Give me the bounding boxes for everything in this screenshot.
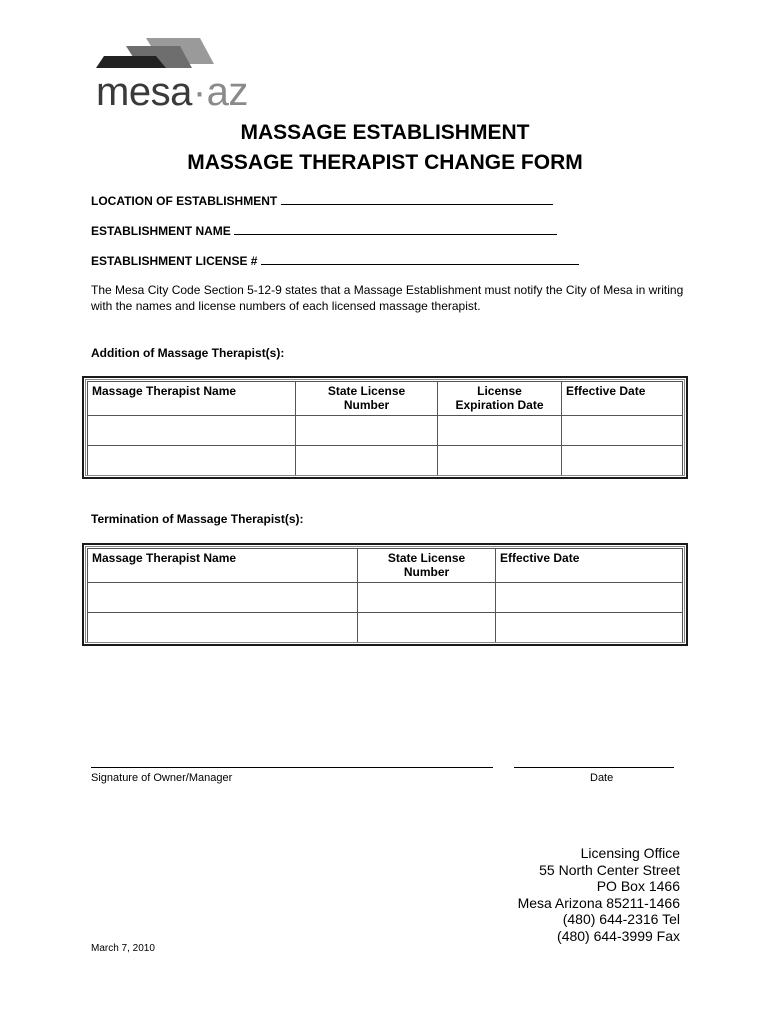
addition-table: [82, 376, 688, 479]
termination-header-row: [88, 549, 683, 583]
date-label: Date: [590, 772, 614, 784]
establishment-name-field: [91, 223, 557, 238]
addition-cell[interactable]: [438, 416, 562, 446]
termination-cell[interactable]: [358, 613, 496, 643]
location-field: [91, 193, 553, 208]
termination-col-effective: Effective Date: [496, 549, 683, 583]
addition-cell[interactable]: [88, 446, 296, 476]
address-line: (480) 644-3999 Fax: [557, 927, 680, 944]
notice-paragraph: The Mesa City Code Section 5-12-9 states that a Massage Establishment must notify the City of Mesa in writing with the names and license numbers of each licensed massage therapist.: [91, 283, 684, 313]
establishment-license-field: [91, 253, 579, 268]
address-line: Mesa Arizona 85211-1466: [517, 894, 680, 911]
termination-cell[interactable]: [88, 583, 358, 613]
table-row: [88, 446, 683, 476]
logo-word-az: az: [206, 70, 248, 114]
licensing-office-address: [518, 845, 680, 944]
termination-cell[interactable]: [496, 583, 683, 613]
logo-word-mesa: mesa: [96, 70, 192, 114]
location-blank[interactable]: [281, 193, 553, 205]
addition-col-expiration: License Expiration Date: [438, 382, 562, 416]
establishment-name-blank[interactable]: [234, 223, 557, 235]
establishment-license-label: ESTABLISHMENT LICENSE #: [91, 254, 258, 268]
addition-cell[interactable]: [296, 446, 438, 476]
termination-table: [82, 543, 688, 646]
mountain-logo-icon: [96, 34, 226, 70]
termination-col-license: State License Number: [358, 549, 496, 583]
logo-separator: ·: [192, 70, 206, 114]
table-row: [88, 613, 683, 643]
termination-label: Termination of Massage Therapist(s):: [91, 512, 304, 526]
footer-date: March 7, 2010: [91, 943, 155, 954]
termination-cell[interactable]: [358, 583, 496, 613]
owner-signature-line[interactable]: [91, 767, 493, 768]
addition-col-effective: Effective Date: [562, 382, 683, 416]
mesa-az-logo: [96, 34, 256, 114]
addition-col-license: State License Number: [296, 382, 438, 416]
addition-header-row: [88, 382, 683, 416]
addition-cell[interactable]: [562, 416, 683, 446]
address-line: (480) 644-2316 Tel: [562, 911, 680, 927]
logo-wordmark: [96, 72, 248, 112]
address-line: 55 North Center Street: [539, 861, 680, 878]
addition-cell[interactable]: [296, 416, 438, 446]
date-signature-line[interactable]: [514, 767, 674, 768]
establishment-license-blank[interactable]: [261, 253, 579, 265]
table-row: [88, 583, 683, 613]
addition-cell[interactable]: [562, 446, 683, 476]
form-title: [0, 118, 770, 178]
title-line-2: MASSAGE THERAPIST CHANGE FORM: [187, 151, 583, 174]
table-row: [88, 416, 683, 446]
addition-cell[interactable]: [438, 446, 562, 476]
title-line-1: MASSAGE ESTABLISHMENT: [240, 121, 530, 144]
addition-col-name: Massage Therapist Name: [88, 382, 296, 416]
address-line: PO Box 1466: [596, 878, 680, 894]
owner-signature-label: Signature of Owner/Manager: [91, 772, 233, 784]
addition-label: Addition of Massage Therapist(s):: [91, 346, 285, 360]
termination-cell[interactable]: [88, 613, 358, 643]
location-label: LOCATION OF ESTABLISHMENT: [91, 194, 278, 208]
termination-cell[interactable]: [496, 613, 683, 643]
termination-col-name: Massage Therapist Name: [88, 549, 358, 583]
address-line: Licensing Office: [580, 845, 680, 861]
establishment-name-label: ESTABLISHMENT NAME: [91, 224, 231, 238]
addition-cell[interactable]: [88, 416, 296, 446]
